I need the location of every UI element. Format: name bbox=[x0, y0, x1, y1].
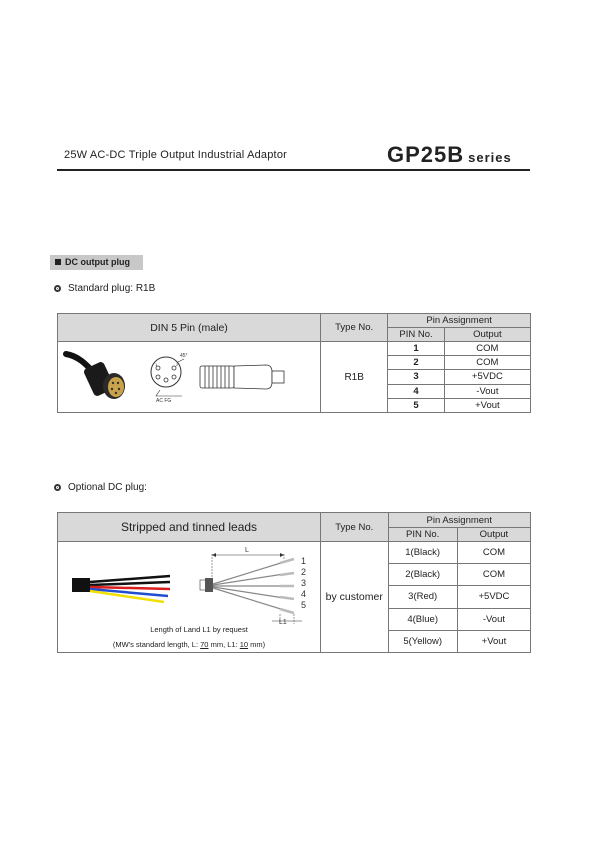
svg-text:AC FG: AC FG bbox=[156, 398, 172, 404]
section-title: DC output plug bbox=[65, 257, 130, 267]
pin-no-header: PIN No. bbox=[388, 528, 457, 542]
svg-text:L: L bbox=[245, 547, 249, 554]
din-plug-diagram-cell bbox=[58, 342, 321, 413]
header-rule bbox=[57, 169, 530, 171]
output-header: Output bbox=[457, 528, 530, 542]
output-cell: +Vout bbox=[444, 398, 530, 412]
series-label: series bbox=[468, 150, 512, 165]
output-cell: +5VDC bbox=[444, 370, 530, 384]
output-cell: COM bbox=[457, 564, 530, 586]
optional-plug-label: Optional DC plug: bbox=[68, 482, 147, 493]
output-cell: COM bbox=[457, 542, 530, 564]
svg-text:4: 4 bbox=[301, 589, 307, 599]
pin-cell: 2(Black) bbox=[388, 564, 457, 586]
section-heading bbox=[50, 255, 143, 270]
output-cell: +Vout bbox=[457, 630, 530, 652]
svg-text:1: 1 bbox=[301, 556, 307, 566]
leads-note bbox=[58, 625, 320, 649]
model-name: GP25B bbox=[387, 142, 465, 167]
svg-text:1: 1 bbox=[155, 362, 158, 367]
leads-note-line1: Length of Land L1 by request bbox=[150, 625, 248, 634]
output-header: Output bbox=[444, 328, 530, 342]
svg-text:L1: L1 bbox=[279, 619, 287, 626]
leads-diagram-cell bbox=[58, 542, 321, 653]
pin-assignment-header: Pin Assignment bbox=[388, 513, 531, 528]
leads-header: Stripped and tinned leads bbox=[58, 513, 321, 542]
standard-plug-label: Standard plug: R1B bbox=[68, 283, 156, 294]
pin-no-header: PIN No. bbox=[388, 328, 444, 342]
svg-text:2: 2 bbox=[301, 567, 307, 577]
type-header: Type No. bbox=[321, 513, 389, 542]
leads-note-line2: (MW's standard length, L: 70 mm, L1: 10 mm) bbox=[112, 640, 266, 649]
plug-header: DIN 5 Pin (male) bbox=[58, 314, 321, 342]
pin-assignment-header: Pin Assignment bbox=[388, 314, 531, 328]
svg-text:45°: 45° bbox=[180, 353, 188, 359]
circle-bullet-icon bbox=[54, 285, 61, 292]
pin-cell: 5(Yellow) bbox=[388, 630, 457, 652]
pin-cell: 4 bbox=[388, 384, 444, 398]
standard-plug-table bbox=[57, 313, 531, 413]
output-cell: -Vout bbox=[444, 384, 530, 398]
pin-cell: 5 bbox=[388, 398, 444, 412]
output-cell: COM bbox=[444, 342, 530, 356]
svg-text:3: 3 bbox=[301, 578, 307, 588]
optional-plug-table bbox=[57, 512, 531, 653]
pin-cell: 3(Red) bbox=[388, 586, 457, 608]
type-header: Type No. bbox=[321, 314, 388, 342]
standard-plug-bullet bbox=[54, 283, 155, 294]
output-cell: COM bbox=[444, 356, 530, 370]
document-subtitle: 25W AC-DC Triple Output Industrial Adaptor bbox=[64, 149, 287, 161]
pin-cell: 1(Black) bbox=[388, 542, 457, 564]
standard-type-value: R1B bbox=[321, 342, 388, 413]
pin-cell: 4(Blue) bbox=[388, 608, 457, 630]
output-cell: -Vout bbox=[457, 608, 530, 630]
svg-text:2: 2 bbox=[176, 362, 179, 367]
svg-text:5: 5 bbox=[301, 600, 307, 610]
model-title bbox=[387, 142, 512, 168]
optional-plug-bullet bbox=[54, 482, 147, 493]
din-plug-image bbox=[58, 342, 320, 412]
square-bullet-icon bbox=[55, 259, 61, 265]
optional-type-value: by customer bbox=[321, 542, 389, 653]
circle-bullet-icon bbox=[54, 484, 61, 491]
pin-cell: 1 bbox=[388, 342, 444, 356]
pin-cell: 3 bbox=[388, 370, 444, 384]
output-cell: +5VDC bbox=[457, 586, 530, 608]
pin-cell: 2 bbox=[388, 356, 444, 370]
